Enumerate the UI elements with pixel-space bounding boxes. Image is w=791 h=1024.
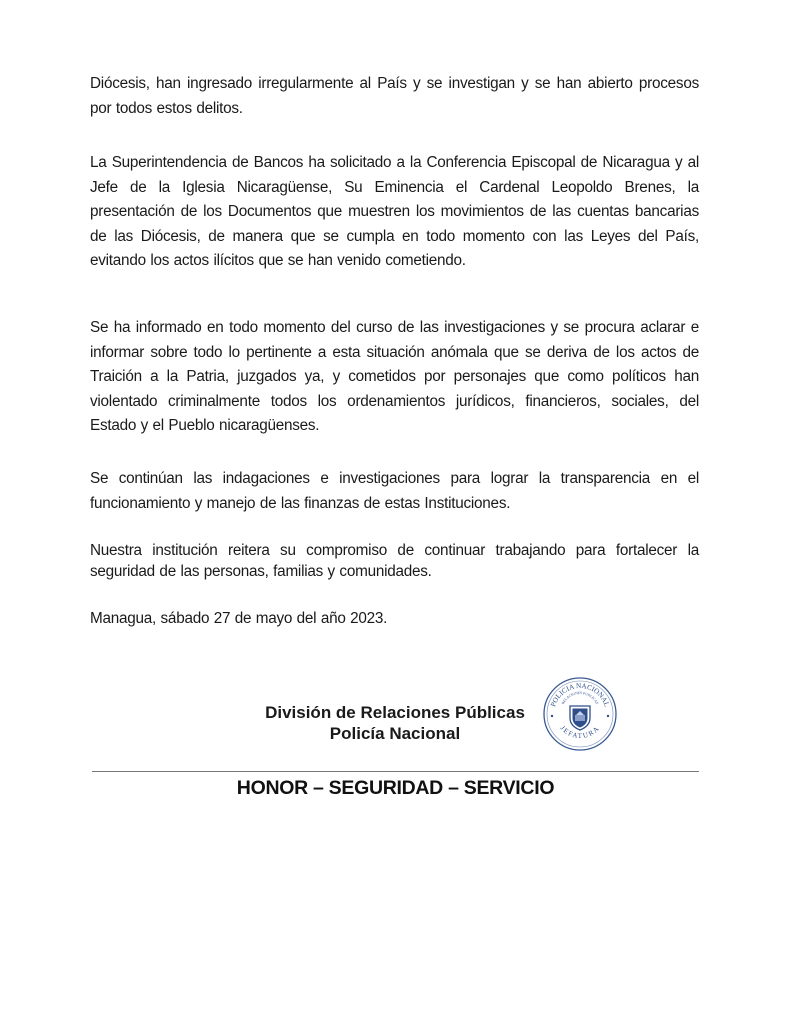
paragraph-investigations-informed: Se ha informado en todo momento del curso de las investigaciones y se procura aclarar e informar sobre todo lo pertinente a esta situación anómala que se deriva de los actos de Traición a la Patria, juzgados ya, y cometidos por personajes que como políticos han violentado criminalmente todos los ordenamientos jurídicos, financieros, sociales, del Estado y el Pueblo nicaragüenses.	[90, 319, 699, 435]
motto: HONOR – SEGURIDAD – SERVICIO	[236, 777, 555, 799]
seal-inner-text: RELACIONES PUBLICAS	[560, 690, 600, 705]
paragraph-continued-inquiries: Se continúan las indagaciones e investigaciones para lograr la transparencia en el funcionamiento y manejo de las finanzas de estas Instituciones.	[90, 470, 699, 512]
paragraph-dioceses-irregular-entry: Diócesis, han ingresado irregularmente al País y se investigan y se han abierto procesos por todos estos delitos.	[90, 75, 699, 117]
footer-divider	[92, 771, 699, 772]
seal-bottom-text: JEFATURA	[558, 724, 602, 741]
paragraph-superintendencia-bancos: La Superintendencia de Bancos ha solicitado a la Conferencia Episcopal de Nicaragua y al Jefe de la Iglesia Nicaragüense, Su Eminencia el Cardenal Leopoldo Brenes, la presentación de los Documentos que muestren los movimientos de las cuentas bancarias de las Diócesis, de manera que se cumpla en todo momento con las Leyes del País, evitando los actos ilícitos que se han venido cometiendo.	[90, 154, 699, 270]
signature-division: División de Relaciones Públicas	[265, 703, 525, 722]
paragraph-institution-commitment: Nuestra institución reitera su compromiso de continuar trabajando para fortalecer la seguridad de las personas, familias y comunidades.	[90, 542, 699, 580]
seal-top-text: POLICIA NACIONAL	[549, 681, 611, 708]
police-seal-icon	[542, 676, 618, 752]
date-line: Managua, sábado 27 de mayo del año 2023.	[90, 610, 388, 627]
seal-graphic	[542, 676, 618, 752]
signature-institution: Policía Nacional	[329, 724, 461, 743]
